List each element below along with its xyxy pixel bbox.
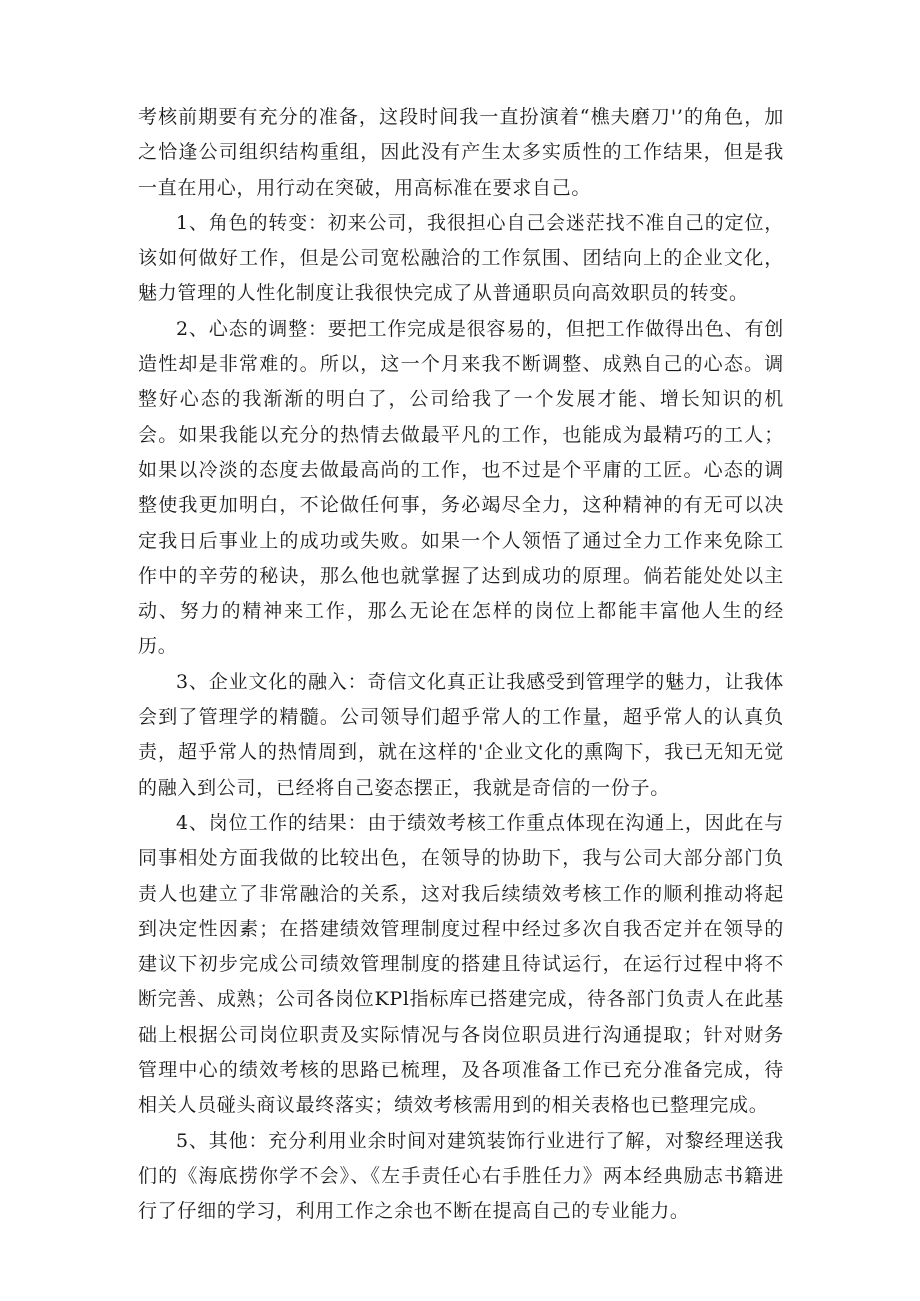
paragraph-corporate-culture: 3、企业文化的融入：奇信文化真正让我感受到管理学的魅力，让我体会到了管理学的精髓。公司领导们超乎常人的工作量，超乎常人的认真负责，超乎常人的热情周到，就在这样的'企业文化的熏陶下，我已无知无觉的融入到公司，已经将自己姿态摆正，我就是奇信的一份子。 bbox=[138, 670, 784, 799]
document-body bbox=[138, 100, 784, 1230]
paragraph-mindset-adjustment: 2、心态的调整：要把工作完成是很容易的，但把工作做得出色、有创造性却是非常难的。所以，这一个月来我不断调整、成熟自己的心态。调整好心态的我渐渐的明白了，公司给我了一个发展才能、增长知识的机会。如果我能以充分的热情去做最平凡的工作，也能成为最精巧的工人；如果以冷淡的态度去做最高尚的工作，也不过是个平庸的工匠。心态的调整使我更加明白，不论做任何事，务必竭尽全力，这种精神的有无可以决定我日后事业上的成功或失败。如果一个人领悟了通过全力工作来免除工作中的辛劳的秘诀，那么他也就掌握了达到成功的原理。倘若能处处以主动、努力的精神来工作，那么无论在怎样的岗位上都能丰富他人生的经历。 bbox=[138, 317, 784, 658]
paragraph-intro: 考核前期要有充分的准备，这段时间我一直扮演着“樵夫磨刀'’的角色，加之恰逢公司组织结构重组，因此没有产生太多实质性的工作结果，但是我一直在用心，用行动在突破，用高标准在要求自己。 bbox=[138, 106, 784, 199]
paragraph-role-change: 1、角色的转变：初来公司，我很担心自己会迷茫找不准自己的定位，该如何做好工作，但是公司宽松融洽的工作氛围、团结向上的企业文化，魅力管理的人性化制度让我很快完成了从普通职员向高效职员的转变。 bbox=[138, 211, 784, 305]
paragraph-job-results: 4、岗位工作的结果：由于绩效考核工作重点体现在沟通上，因此在与同事相处方面我做的比较出色，在领导的协助下，我与公司大部分部门负责人也建立了非常融洽的关系，这对我后续绩效考核工作的顺利推动将起到决定性因素；在搭建绩效管理制度过程中经过多次自我否定并在领导的建议下初步完成公司绩效管理制度的搭建且待试运行，在运行过程中将不断完善、成熟；公司各岗位KPl指标库已搭建完成，待各部门负责人在此基础上根据公司岗位职责及实际情况与各岗位职员进行沟通提取；针对财务管理中心的绩效考核的思路已梳理，及各项准备工作已充分准备完成，待相关人员碰头商议最终落实；绩效考核需用到的相关表格也已整理完成。 bbox=[138, 811, 784, 1117]
paragraph-other: 5、其他：充分利用业余时间对建筑装饰行业进行了解，对黎经理送我们的《海底捞你学不会》、《左手责任心右手胜任力》两本经典励志书籍进行了仔细的学习，利用工作之余也不断在提高自己的专业能力。 bbox=[138, 1129, 784, 1223]
